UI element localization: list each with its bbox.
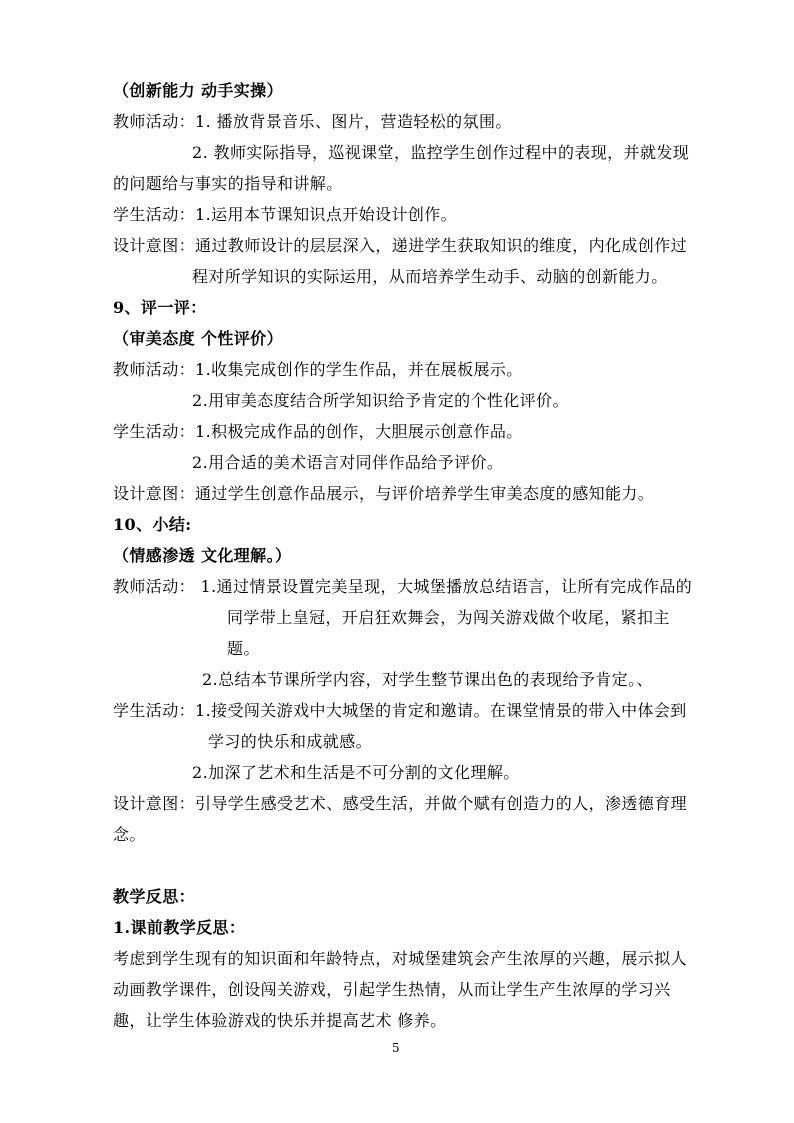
reflection-paragraph-line: 动画教学课件，创设闯关游戏，引起学生热情，从而让学生产生浓厚的学习兴 (113, 980, 671, 999)
student-activity-line: 学生活动：1.运用本节课知识点开始设计创作。 (113, 205, 458, 224)
teacher-activity-line: 2. 教师实际指导，巡视课堂，监控学生创作过程中的表现，并就发现 (192, 143, 690, 162)
section-subtitle-innovation: （创新能力 动手实操） (113, 81, 283, 100)
design-intent-line: 设计意图：通过教师设计的层层深入，递进学生获取知识的维度，内化成创作过 (113, 236, 688, 255)
teacher-activity-line: 的问题给与事实的指导和讲解。 (113, 174, 343, 193)
student-activity-line: 学生活动：1.积极完成作品的创作，大胆展示创意作品。 (113, 422, 523, 441)
section-heading-evaluate: 9、评一评： (113, 298, 207, 317)
section-subtitle-aesthetic: （审美态度 个性评价） (113, 329, 283, 348)
page-number: 5 (392, 1041, 400, 1055)
reflection-paragraph-line: 考虑到学生现有的知识面和年龄特点，对城堡建筑会产生浓厚的兴趣，展示拟人 (113, 949, 688, 968)
teacher-activity-line: 教师活动： 1.通过情景设置完美呈现，大城堡播放总结语言，让所有完成作品的 (113, 577, 693, 596)
design-intent-line: 设计意图：引导学生感受艺术、感受生活，并做个赋有创造力的人，渗透德育理 (113, 794, 688, 813)
design-intent-line: 设计意图：通过学生创意作品展示，与评价培养学生审美态度的感知能力。 (113, 484, 655, 503)
reflection-paragraph-line: 趣，让学生体验游戏的快乐并提高艺术 修养。 (113, 1011, 447, 1030)
teacher-activity-line: 同学带上皇冠，开启狂欢舞会，为闯关游戏做个收尾，紧扣主 (227, 608, 670, 627)
student-activity-line: 2.加深了艺术和生活是不可分割的文化理解。 (192, 763, 520, 782)
section-subtitle-emotion: （情感渗透 文化理解。） (113, 546, 292, 565)
teacher-activity-line: 教师活动：1. 播放背景音乐、图片，营造轻松的氛围。 (113, 112, 512, 131)
student-activity-line: 学习的快乐和成就感。 (208, 732, 373, 751)
teacher-activity-line: 教师活动：1.收集完成创作的学生作品，并在展板展示。 (113, 360, 523, 379)
section-heading-summary: 10、小结: (113, 515, 192, 534)
reflection-heading: 教学反思： (113, 887, 196, 906)
design-intent-line: 程对所学知识的实际运用，从而培养学生动手、动脑的创新能力。 (192, 267, 668, 286)
student-activity-line: 学生活动：1.接受闯关游戏中大城堡的肯定和邀请。在课堂情景的带入中体会到 (113, 701, 687, 720)
reflection-subheading: 1.课前教学反思： (113, 918, 246, 937)
teacher-activity-line: 2.总结本节课所学内容，对学生整节课出色的表现给予肯定。、 (202, 670, 653, 689)
teacher-activity-line: 题。 (227, 639, 260, 658)
design-intent-line: 念。 (113, 825, 146, 844)
teacher-activity-line: 2.用审美态度结合所学知识给予肯定的个性化评价。 (192, 391, 569, 410)
student-activity-line: 2.用合适的美术语言对同伴作品给予评价。 (192, 453, 504, 472)
